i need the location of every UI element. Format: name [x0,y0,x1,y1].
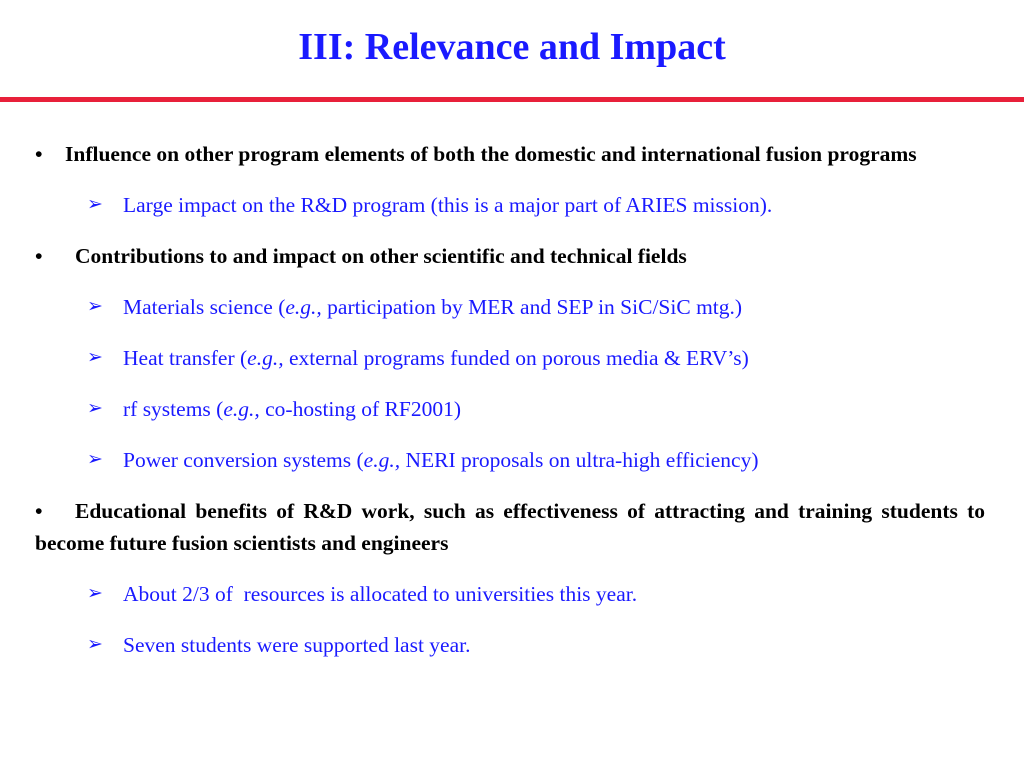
bullet-point [35,138,985,170]
sub-bullet-text: participation by MER and SEP in SiC/SiC mtg.) [321,295,743,319]
bullet-point [35,240,985,272]
slide-title: III: Relevance and Impact [298,26,726,68]
bullet-text: Influence on other program elements of both the domestic and international fusion programs [65,142,917,166]
sub-bullet-text: rf systems ( [123,397,224,421]
arrow-bullet-icon: ➢ [87,347,103,368]
title-divider [0,97,1024,102]
sub-bullet-text: Large impact on the R&D program (this is a major part of ARIES mission). [123,193,773,217]
sub-bullet [35,444,985,476]
bullet-icon: • [35,142,43,166]
sub-bullet [35,578,985,610]
sub-bullet-text: Seven students were supported last year. [123,633,471,657]
sub-bullet [35,342,985,374]
arrow-bullet-icon: ➢ [87,583,103,604]
eg-abbreviation: e.g., [223,397,260,421]
eg-abbreviation: e.g., [363,448,401,472]
bullet-text: Educational benefits of R&D work, such as effectiveness of attracting and training students to become future fusion scientists and engineers [35,499,985,555]
arrow-bullet-icon: ➢ [87,194,103,215]
sub-bullet-text: Power conversion systems ( [123,448,364,472]
eg-abbreviation: e.g., [247,346,284,370]
sub-bullet-text: co-hosting of RF2001) [259,397,462,421]
sub-bullet-text: About 2/3 of resources is allocated to universities this year. [123,582,638,606]
sub-bullet-text: Materials science ( [123,295,286,319]
arrow-bullet-icon: ➢ [87,296,103,317]
sub-bullet-text: external programs funded on porous media & ERV’s) [283,346,749,370]
sub-bullet [35,629,985,661]
sub-bullet [35,393,985,425]
eg-abbreviation: e.g., [285,295,322,319]
bullet-icon: • [35,244,43,268]
bullet-point [35,495,985,559]
sub-bullet-text: NERI proposals on ultra-high efficiency) [400,448,759,472]
slide-content [35,138,985,680]
bullet-text: Contributions to and impact on other scientific and technical fields [75,244,687,268]
sub-bullet [35,189,985,221]
arrow-bullet-icon: ➢ [87,634,103,655]
bullet-icon: • [35,499,43,523]
sub-bullet-text: Heat transfer ( [123,346,248,370]
arrow-bullet-icon: ➢ [87,449,103,470]
arrow-bullet-icon: ➢ [87,398,103,419]
sub-bullet [35,291,985,323]
